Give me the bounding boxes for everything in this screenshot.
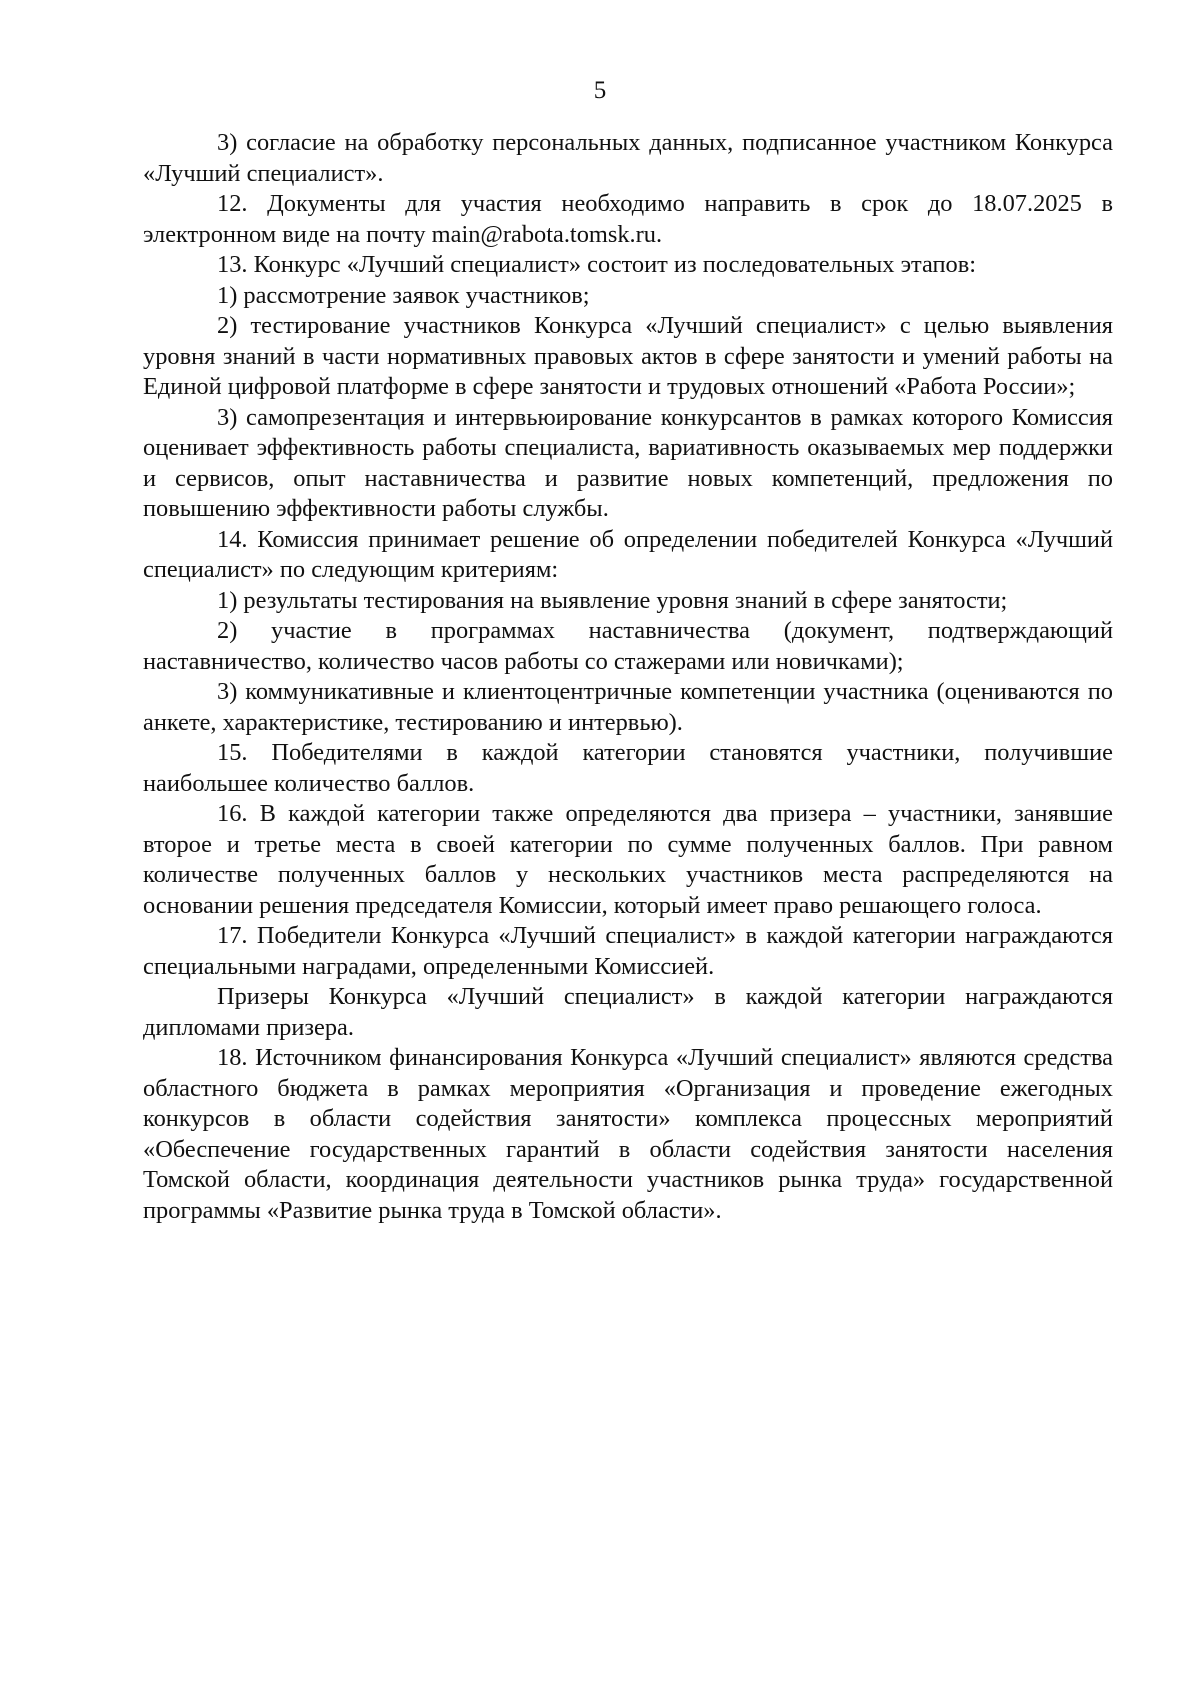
paragraph-14-criterion-2: 2) участие в программах наставничества (документ, подтверждающий наставничество, количество часов работы со стажерами или новичками); [143,617,1113,675]
paragraph-12-deadline: 12. Документы для участия необходимо направить в срок до 18.07.2025 в электронном виде на почту main@rabota.tomsk.ru. [143,190,1113,248]
document-body [143,128,1113,1226]
page-number: 5 [593,77,607,104]
paragraph-13-stages: 13. Конкурс «Лучший специалист» состоит из последовательных этапов: [217,251,977,278]
paragraph-16-prizewinners: 16. В каждой категории также определяются два призера – участники, занявшие второе и третье места в своей категории по сумме полученных баллов. При равном количестве полученных баллов у нескольких участников места распределяются на основании решения председателя Комиссии, который имеет право решающего голоса. [143,800,1113,919]
paragraph-17-diplomas: Призеры Конкурса «Лучший специалист» в каждой категории награждаются дипломами призера. [143,983,1113,1041]
paragraph-18-financing: 18. Источником финансирования Конкурса «Лучший специалист» являются средства областного бюджета в рамках мероприятия «Организация и проведение ежегодных конкурсов в области содействия занятости» комплекса процессных мероприятий «Обеспечение государственных гарантий в области содействия занятости населения Томской области, координация деятельности участников рынка труда» государственной программы «Развитие рынка труда в Томской области». [143,1044,1113,1224]
paragraph-14-criterion-1: 1) результаты тестирования на выявление уровня знаний в сфере занятости; [217,586,1008,614]
paragraph-14-criteria: 14. Комиссия принимает решение об определении победителей Конкурса «Лучший специалист» по следующим критериям: [143,525,1113,583]
paragraph-14-criterion-3: 3) коммуникативные и клиентоцентричные компетенции участника (оцениваются по анкете, характеристике, тестированию и интервью). [143,678,1113,736]
paragraph-13-stage-2: 2) тестирование участников Конкурса «Лучший специалист» с целью выявления уровня знаний в части нормативных правовых актов в сфере занятости и умений работы на Единой цифровой платформе в сфере занятости и трудовых отношений «Работа России»; [143,312,1113,400]
paragraph-17-awards: 17. Победители Конкурса «Лучший специалист» в каждой категории награждаются специальными наградами, определенными Комиссией. [143,922,1113,980]
paragraph-13-stage-3: 3) самопрезентация и интервьюирование конкурсантов в рамках которого Комиссия оценивает эффективность работы специалиста, вариативность оказываемых мер поддержки и сервисов, опыт наставничества и развитие новых компетенций, предложения по повышению эффективности работы службы. [143,403,1113,522]
paragraph-consent: 3) согласие на обработку персональных данных, подписанное участником Конкурса «Лучший специалист». [143,129,1113,187]
paragraph-13-stage-1: 1) рассмотрение заявок участников; [217,281,590,309]
paragraph-15-winners: 15. Победителями в каждой категории становятся участники, получившие наибольшее количество баллов. [143,739,1113,797]
